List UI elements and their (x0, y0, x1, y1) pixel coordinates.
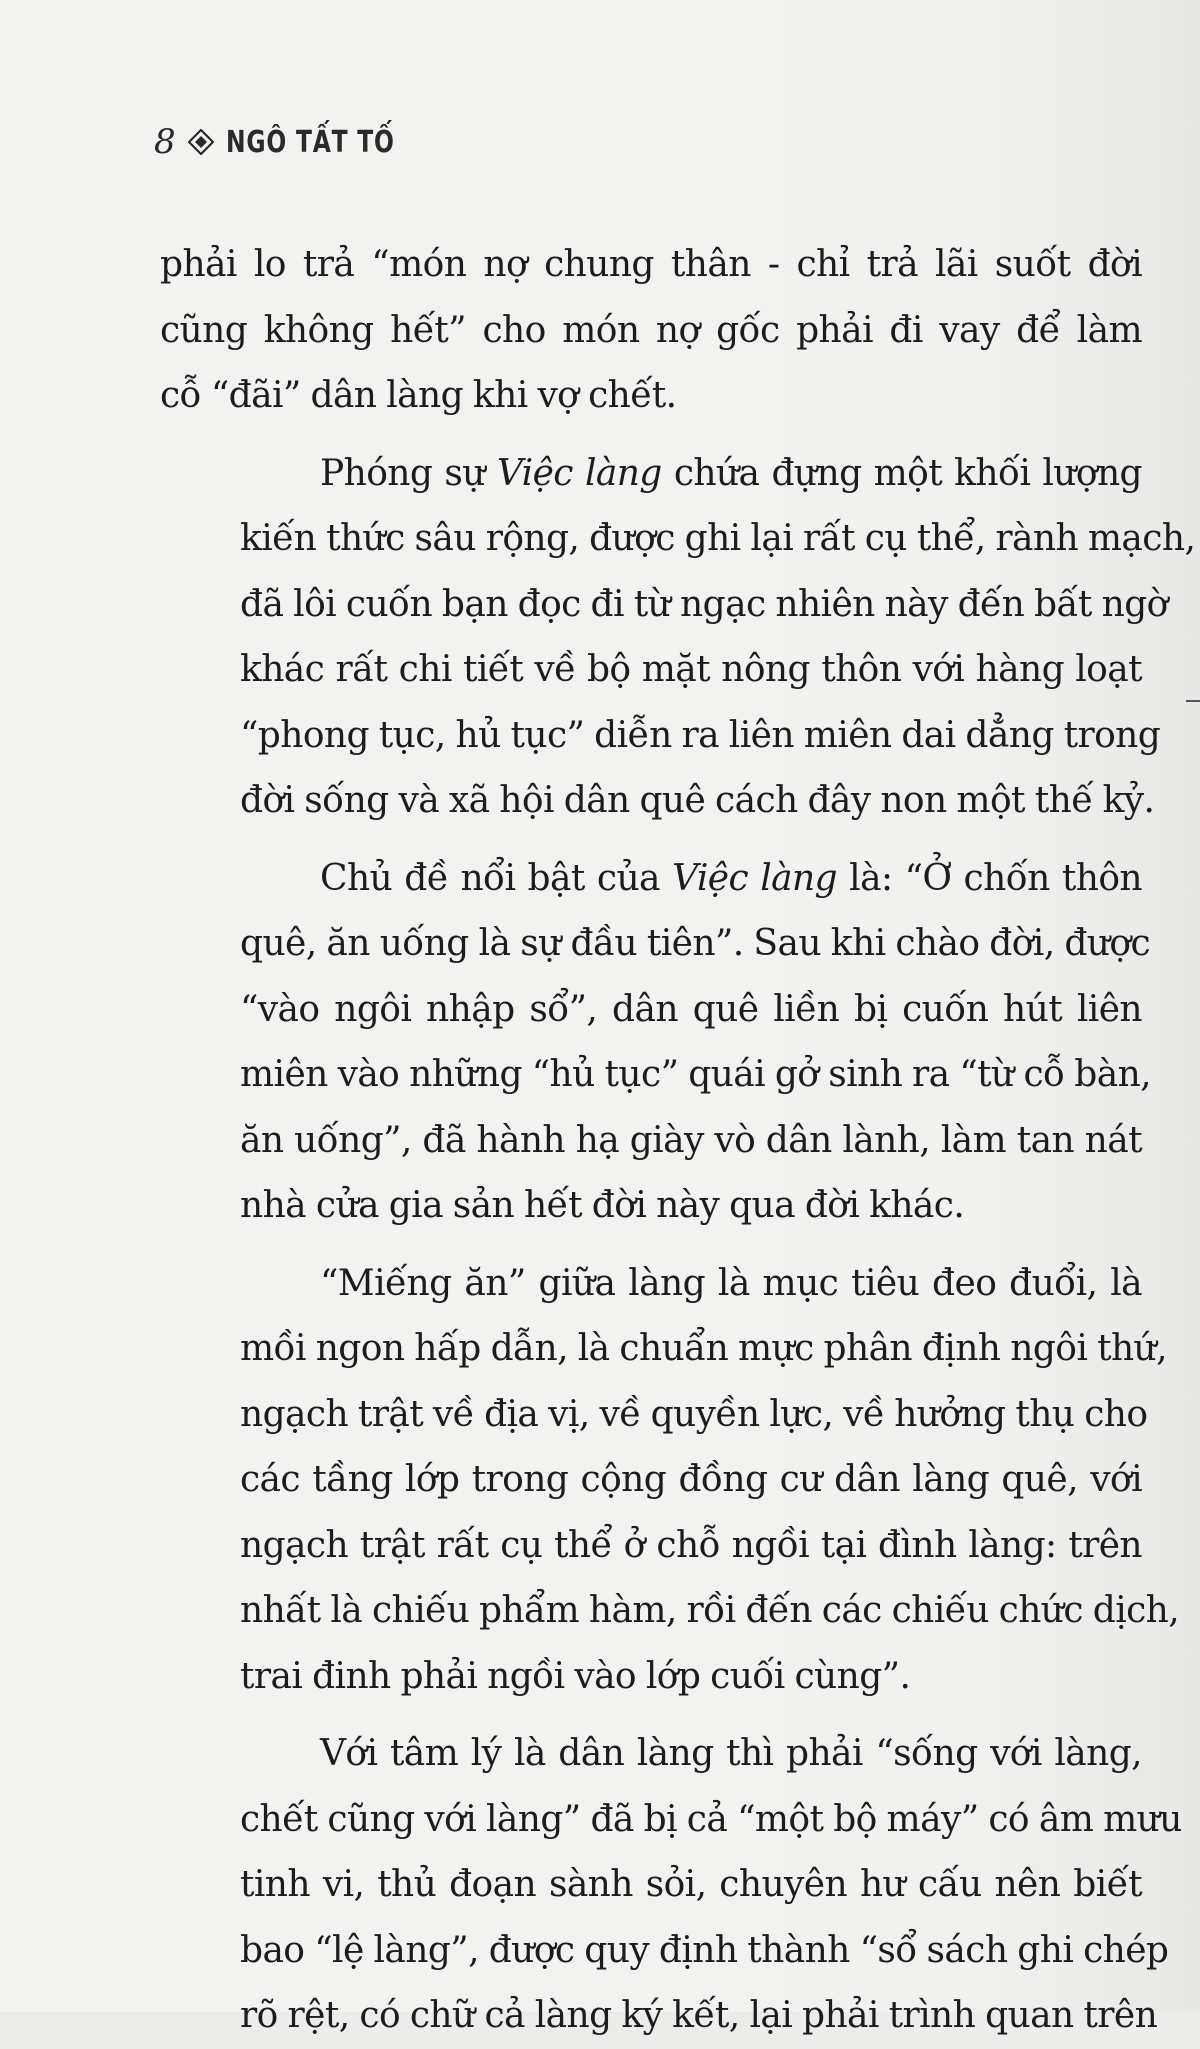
text-line: ngạch trật về địa vị, về quyền lực, về hưởng thụ cho (240, 1393, 1148, 1435)
text-line: tinh vi, thủ đoạn sành sỏi, chuyên hư cấu nên biết (240, 1864, 1142, 1905)
book-title: Việc làng (496, 452, 662, 494)
text-line: ăn uống”, đã hành hạ giày vò dân lành, làm tan nát (240, 1119, 1142, 1161)
text-line: phải lo trả “món nợ chung thân - chỉ trả lãi suốt đời (160, 244, 1142, 285)
text-line: nhà cửa gia sản hết đời này qua đời khác. (240, 1185, 965, 1226)
book-title: Việc làng (672, 857, 838, 899)
text-line: các tầng lớp trong cộng đồng cư dân làng quê, với (240, 1459, 1142, 1500)
diamond-ornament-icon (188, 129, 214, 155)
text-line: cũng không hết” cho món nợ gốc phải đi vay để làm (160, 309, 1142, 351)
text-line: khác rất chi tiết về bộ mặt nông thôn với hàng loạt (240, 649, 1142, 690)
page-number: 8 (154, 122, 176, 162)
text-line: rõ rệt, có chữ cả làng ký kết, lại phải trình quan trên (240, 1995, 1158, 2036)
running-title: NGÔ TẤT TỐ (225, 124, 395, 160)
text-line: quê, ăn uống là sự đầu tiên”. Sau khi chào đời, được (240, 923, 1151, 964)
paragraph-5 (160, 1721, 1182, 2049)
text-line: kiến thức sâu rộng, được ghi lại rất cụ thể, rành mạch, (240, 518, 1196, 559)
text-line: mồi ngon hấp dẫn, là chuẩn mực phân định ngôi thứ, (240, 1328, 1167, 1369)
text-line: ngạch trật rất cụ thể ở chỗ ngồi tại đình làng: trên (240, 1524, 1142, 1566)
text-line: “vào ngôi nhập sổ”, dân quê liền bị cuốn hút liên (240, 988, 1142, 1030)
paragraph-4 (160, 1251, 1180, 1710)
paragraph-2 (160, 441, 1196, 834)
text-line: Phóng sự Việc làng chứa đựng một khối lượng (320, 452, 1142, 494)
paragraph-3 (160, 846, 1152, 1239)
text-line: đã lôi cuốn bạn đọc đi từ ngạc nhiên này đến bất ngờ (240, 583, 1168, 625)
text-line: đời sống và xã hội dân quê cách đây non một thế kỷ. (240, 780, 1155, 821)
text-line: trai đinh phải ngồi vào lớp cuối cùng”. (240, 1655, 911, 1697)
text-line: “Miếng ăn” giữa làng là mục tiêu đeo đuổi, là (320, 1262, 1142, 1304)
text-line: Với tâm lý là dân làng thì phải “sống với làng, (320, 1733, 1142, 1774)
text-line: Chủ đề nổi bật của Việc làng là: “Ở chốn thôn (320, 857, 1142, 899)
text-line: nhất là chiếu phẩm hàm, rồi đến các chiếu chức dịch, (240, 1590, 1180, 1631)
page-header (154, 122, 442, 162)
paragraph-1 (160, 232, 1142, 429)
body-text (160, 232, 1196, 2049)
text-line: bao “lệ làng”, được quy định thành “sổ sách ghi chép (240, 1929, 1169, 1971)
text-line: chết cũng với làng” đã bị cả “một bộ máy” có âm mưu (240, 1798, 1182, 1840)
text-line: miên vào những “hủ tục” quái gở sinh ra “từ cỗ bàn, (240, 1054, 1152, 1095)
text-line: “phong tục, hủ tục” diễn ra liên miên dai dẳng trong (240, 714, 1161, 756)
edge-mark (1186, 700, 1200, 702)
text-line: cỗ “đãi” dân làng khi vợ chết. (160, 375, 677, 416)
